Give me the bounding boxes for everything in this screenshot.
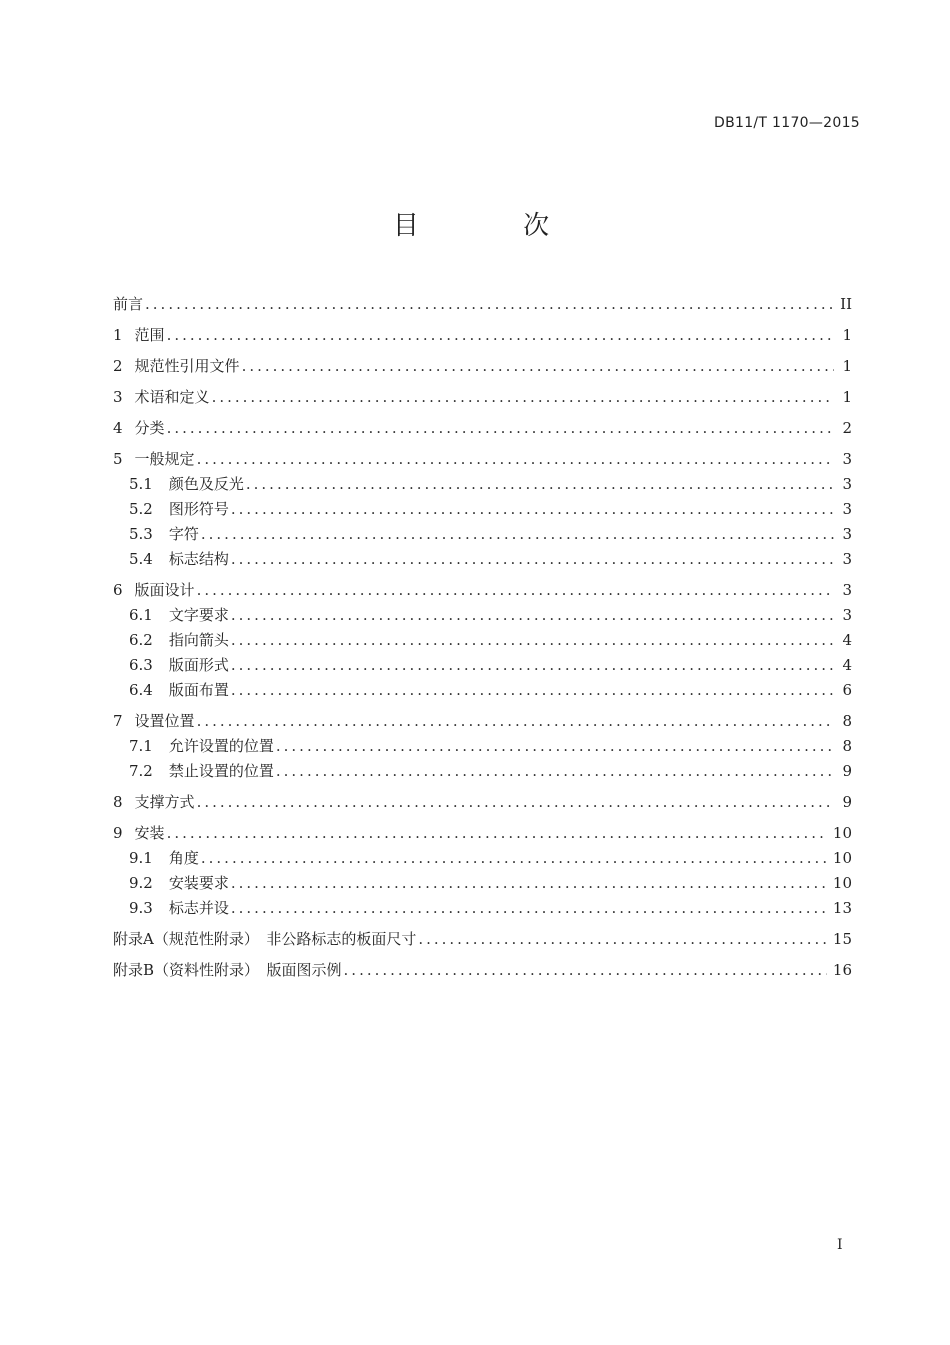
toc-entry-page: 1: [842, 357, 852, 375]
toc-entry-number: 9.3: [129, 899, 153, 917]
toc-entry-label: 分类: [134, 419, 165, 437]
toc-entry-page: 10: [832, 824, 852, 842]
toc-entry-number: 6.4: [129, 681, 153, 699]
toc-entry-item-24[interactable]: [113, 958, 852, 983]
toc-entry-label: 附录A（规范性附录） 非公路标志的板面尺寸: [113, 930, 417, 948]
toc-entry-number: 5.1: [129, 475, 153, 493]
toc-entry-number: 7.1: [129, 737, 153, 755]
toc-leader-dots: [231, 497, 834, 522]
toc-entry-page: 9: [842, 793, 852, 811]
toc-entry-6-1[interactable]: [113, 603, 852, 628]
toc-entry-number: 6.3: [129, 656, 153, 674]
toc-entry-page: 3: [842, 525, 852, 543]
toc-entry-9-3[interactable]: [113, 896, 852, 921]
toc-entry-number: 2: [113, 357, 123, 375]
toc-entry-page: 9: [842, 762, 852, 780]
toc-leader-dots: [344, 958, 827, 983]
toc-entry-label: 标志并设: [168, 899, 229, 917]
toc-entry-7-2[interactable]: [113, 759, 852, 784]
toc-entry-label: 字符: [168, 525, 199, 543]
toc-leader-dots: [276, 734, 834, 759]
toc-entry-number: 9: [113, 824, 123, 842]
toc-entry-6[interactable]: [113, 578, 852, 603]
toc-entry-1[interactable]: [113, 323, 852, 348]
toc-entry-number: 3: [113, 388, 123, 406]
toc-entry-number: 8: [113, 793, 123, 811]
toc-entry-7-1[interactable]: [113, 734, 852, 759]
toc-entry-label: 允许设置的位置: [168, 737, 274, 755]
toc-leader-dots: [197, 709, 834, 734]
toc-entry-label: 禁止设置的位置: [168, 762, 274, 780]
toc-entry-number: 5.3: [129, 525, 153, 543]
toc-entry-6-4[interactable]: [113, 678, 852, 703]
toc-entry-8[interactable]: [113, 790, 852, 815]
toc-entry-5-3[interactable]: [113, 522, 852, 547]
toc-entry-label: 版面布置: [168, 681, 229, 699]
toc-entry-number: 7: [113, 712, 123, 730]
toc-entry-9-1[interactable]: [113, 846, 852, 871]
toc-entry-page: 3: [842, 500, 852, 518]
toc-entry-page: 3: [842, 475, 852, 493]
table-of-contents: [113, 286, 852, 983]
toc-entry-page: 3: [842, 550, 852, 568]
toc-entry-label: 文字要求: [168, 606, 229, 624]
toc-entry-number: 7.2: [129, 762, 153, 780]
toc-entry-label: 术语和定义: [134, 388, 210, 406]
toc-entry-label: 标志结构: [168, 550, 229, 568]
toc-leader-dots: [231, 653, 834, 678]
toc-leader-dots: [197, 578, 834, 603]
toc-leader-dots: [418, 927, 827, 952]
toc-leader-dots: [231, 603, 834, 628]
toc-entry-page: 10: [832, 849, 852, 867]
toc-leader-dots: [231, 678, 834, 703]
toc-entry-page: 8: [842, 737, 852, 755]
toc-entry-label: 角度: [168, 849, 199, 867]
toc-entry-page: 3: [842, 581, 852, 599]
toc-leader-dots: [231, 628, 834, 653]
toc-entry-page: 13: [832, 899, 852, 917]
page-title: 目 次: [392, 211, 598, 241]
toc-leader-dots: [231, 871, 827, 896]
toc-entry-page: 6: [842, 681, 852, 699]
toc-entry-number: 5: [113, 450, 123, 468]
toc-entry-page: 3: [842, 450, 852, 468]
toc-entry-5-1[interactable]: [113, 472, 852, 497]
toc-entry-number: 1: [113, 326, 123, 344]
toc-entry-page: 4: [842, 656, 852, 674]
toc-entry-page: II: [840, 295, 852, 313]
toc-entry-label: 颜色及反光: [168, 475, 244, 493]
toc-leader-dots: [231, 547, 834, 572]
page-number: I: [837, 1237, 843, 1253]
toc-leader-dots: [197, 447, 834, 472]
toc-entry-page: 15: [832, 930, 852, 948]
toc-leader-dots: [145, 292, 834, 317]
toc-leader-dots: [246, 472, 834, 497]
toc-entry-number: 6.2: [129, 631, 153, 649]
toc-entry-page: 3: [842, 606, 852, 624]
toc-entry-6-3[interactable]: [113, 653, 852, 678]
toc-leader-dots: [167, 416, 834, 441]
toc-entry-page: 16: [832, 961, 852, 979]
toc-entry-4[interactable]: [113, 416, 852, 441]
toc-entry-label: 附录B（资料性附录） 版面图示例: [113, 961, 342, 979]
toc-entry-item-23[interactable]: [113, 927, 852, 952]
toc-entry-number: 4: [113, 419, 123, 437]
document-code: DB11/T 1170—2015: [714, 115, 860, 131]
toc-entry-label: 版面形式: [168, 656, 229, 674]
toc-entry-6-2[interactable]: [113, 628, 852, 653]
toc-entry-number: 9.1: [129, 849, 153, 867]
toc-entry-9[interactable]: [113, 821, 852, 846]
toc-entry-number: 9.2: [129, 874, 153, 892]
toc-entry-label: 前言: [113, 295, 144, 313]
toc-entry-label: 版面设计: [134, 581, 195, 599]
toc-leader-dots: [197, 790, 834, 815]
toc-entry-5-4[interactable]: [113, 547, 852, 572]
toc-entry-label: 范围: [134, 326, 165, 344]
toc-entry-5[interactable]: [113, 447, 852, 472]
toc-entry-label: 安装要求: [168, 874, 229, 892]
toc-entry-page: 1: [842, 388, 852, 406]
toc-entry-item-0[interactable]: [113, 292, 852, 317]
toc-leader-dots: [201, 846, 827, 871]
toc-entry-5-2[interactable]: [113, 497, 852, 522]
toc-entry-number: 6.1: [129, 606, 153, 624]
toc-entry-label: 一般规定: [134, 450, 195, 468]
toc-entry-9-2[interactable]: [113, 871, 852, 896]
toc-entry-7[interactable]: [113, 709, 852, 734]
toc-entry-2[interactable]: [113, 354, 852, 379]
toc-entry-number: 5.2: [129, 500, 153, 518]
toc-entry-page: 8: [842, 712, 852, 730]
toc-leader-dots: [242, 354, 834, 379]
toc-entry-page: 4: [842, 631, 852, 649]
toc-leader-dots: [276, 759, 834, 784]
toc-leader-dots: [167, 323, 834, 348]
toc-entry-label: 安装: [134, 824, 165, 842]
toc-entry-page: 2: [842, 419, 852, 437]
toc-entry-label: 设置位置: [134, 712, 195, 730]
toc-leader-dots: [212, 385, 834, 410]
toc-entry-label: 图形符号: [168, 500, 229, 518]
toc-entry-page: 1: [842, 326, 852, 344]
toc-leader-dots: [231, 896, 827, 921]
toc-entry-3[interactable]: [113, 385, 852, 410]
toc-entry-page: 10: [832, 874, 852, 892]
toc-entry-number: 5.4: [129, 550, 153, 568]
toc-entry-label: 指向箭头: [168, 631, 229, 649]
toc-leader-dots: [201, 522, 834, 547]
toc-entry-number: 6: [113, 581, 123, 599]
toc-leader-dots: [167, 821, 827, 846]
toc-entry-label: 规范性引用文件: [134, 357, 240, 375]
toc-entry-label: 支撑方式: [134, 793, 195, 811]
